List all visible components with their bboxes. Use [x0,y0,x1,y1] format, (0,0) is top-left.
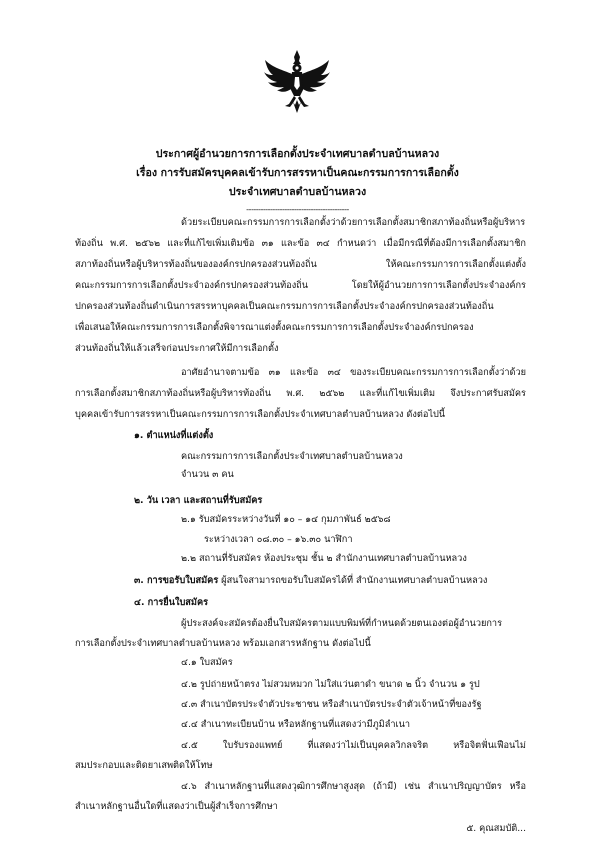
section-4-intro: การเลือกตั้งประจำเทศบาลตำบลบ้านหลวง พร้อมเอกสารหลักฐาน ดังต่อไปนี้ [75,638,371,649]
intro-line: ส่วนท้องถิ่นให้แล้วเสร็จก่อนประกาศให้มีการเลือกตั้ง [75,343,279,354]
intro-line: เพื่อเสนอให้คณะกรรมการการเลือกตั้งพิจารณาแต่งตั้งคณะกรรมการการเลือกตั้งประจำองค์กรปกครอง [75,322,474,333]
document-item: ๔.๓ สำเนาบัตรประจำตัวประชาชน หรือสำเนาบัตรประจำตัวเจ้าหน้าที่ของรัฐ [181,699,482,710]
announcement-subject: เรื่อง การรับสมัครบุคคลเข้ารับการสรรหาเป็นคณะกรรมการการเลือกตั้ง [136,167,459,179]
section-2-dates: ๒.๑ รับสมัครระหว่างวันที่ ๑๐ – ๑๔ กุมภาพันธ์ ๒๕๖๘ [181,514,391,525]
authority-line: อาศัยอำนาจตามข้อ ๓๑ และข้อ ๓๔ ของระเบียบคณะกรรมการการเลือกตั้งว่าด้วย [181,367,526,378]
section-1-heading: ๑. ตำแหน่งที่แต่งตั้ง [134,430,214,441]
authority-line: การเลือกตั้งสมาชิกสภาท้องถิ่นหรือผู้บริหารท้องถิ่น พ.ศ. ๒๕๖๒ และที่แก้ไขเพิ่มเติม จึงประกาศรับสมัคร [75,388,526,399]
title-separator: ------------------------------------------- [246,205,349,214]
document-item: ๔.๒ รูปถ่ายหน้าตรง ไม่สวมหมวก ไม่ใส่แว่นตาดำ ขนาด ๒ นิ้ว จำนวน ๑ รูป [181,679,480,690]
section-1-position: คณะกรรมการการเลือกตั้งประจำเทศบาลตำบลบ้านหลวง [181,451,403,462]
intro-line: คณะกรรมการการเลือกตั้งประจำองค์กรปกครองส่วนท้องถิ่น โดยให้ผู้อำนวยการการเลือกตั้งประจำองค์กร [75,280,526,291]
intro-line: สภาท้องถิ่นหรือผู้บริหารท้องถิ่นขององค์กรปกครองส่วนท้องถิ่น ให้คณะกรรมการการเลือกตั้งแต่งตั้ง [75,259,526,270]
document-item-continued: สมประกอบและติดยาเสพติดให้โทษ [75,760,213,771]
section-3-text: ผู้สนใจสามารถขอรับใบสมัครได้ที่ สำนักงานเทศบาลตำบลบ้านหลวง [218,575,488,586]
document-item: ๔.๑ ใบสมัคร [181,657,233,668]
authority-line: บุคคลเข้ารับการสรรหาเป็นคณะกรรมการการเลือกตั้งประจำเทศบาลตำบลบ้านหลวง ดังต่อไปนี้ [75,409,446,420]
continuation-marker: ๕. คุณสมบัติ... [466,823,526,834]
announcement-title: ประกาศผู้อำนวยการการเลือกตั้งประจำเทศบาลตำบลบ้านหลวง [155,148,440,160]
document-item: ๔.๖ สำเนาหลักฐานที่แสดงวุฒิการศึกษาสูงสุด (ถ้ามี) เช่น สำเนาปริญญาบัตร หรือ [181,781,526,792]
intro-line: ด้วยระเบียบคณะกรรมการการเลือกตั้งว่าด้วยการเลือกตั้งสมาชิกสภาท้องถิ่นหรือผู้บริหาร [181,217,526,228]
document-item: ๔.๔ สำเนาทะเบียนบ้าน หรือหลักฐานที่แสดงว่ามีภูมิลำเนา [181,719,411,730]
document-item: ๔.๕ ใบรับรองแพทย์ ที่แสดงว่าไม่เป็นบุคคลวิกลจริต หรือจิตฟั่นเฟือนไม่ [181,740,526,751]
intro-line: ปกครองส่วนท้องถิ่นดำเนินการสรรหาบุคคลเป็นคณะกรรมการการเลือกตั้งประจำองค์กรปกครองส่วนท้องถิ่น [75,301,494,312]
section-1-count: จำนวน ๓ คน [181,469,234,480]
garuda-emblem-icon [263,50,331,114]
section-4-intro: ผู้ประสงค์จะสมัครต้องยื่นใบสมัครตามแบบพิมพ์ที่กำหนดด้วยตนเองต่อผู้อำนวยการ [181,618,503,629]
section-2-venue: ๒.๒ สถานที่รับสมัคร ห้องประชุม ชั้น ๒ สำนักงานเทศบาลตำบลบ้านหลวง [181,553,467,564]
section-4-heading: ๔. การยื่นใบสมัคร [134,597,209,608]
document-item-continued: สำเนาหลักฐานอื่นใดที่แสดงว่าเป็นผู้สำเร็จการศึกษา [75,801,278,812]
section-3 [134,574,487,588]
section-3-heading: ๓. การขอรับใบสมัคร [134,575,219,586]
section-2-heading: ๒. วัน เวลา และสถานที่รับสมัคร [134,495,263,506]
intro-line: ท้องถิ่น พ.ศ. ๒๕๖๒ และที่แก้ไขเพิ่มเติมข้อ ๓๑ และข้อ ๓๔ กำหนดว่า เมื่อมีกรณีที่ต้องมีการเลือกตั้งสมาชิก [75,238,526,249]
section-2-hours: ระหว่างเวลา ๐๘.๓๐ – ๑๖.๓๐ นาฬิกา [204,534,353,545]
announcement-subject-continued: ประจำเทศบาลตำบลบ้านหลวง [228,186,367,198]
